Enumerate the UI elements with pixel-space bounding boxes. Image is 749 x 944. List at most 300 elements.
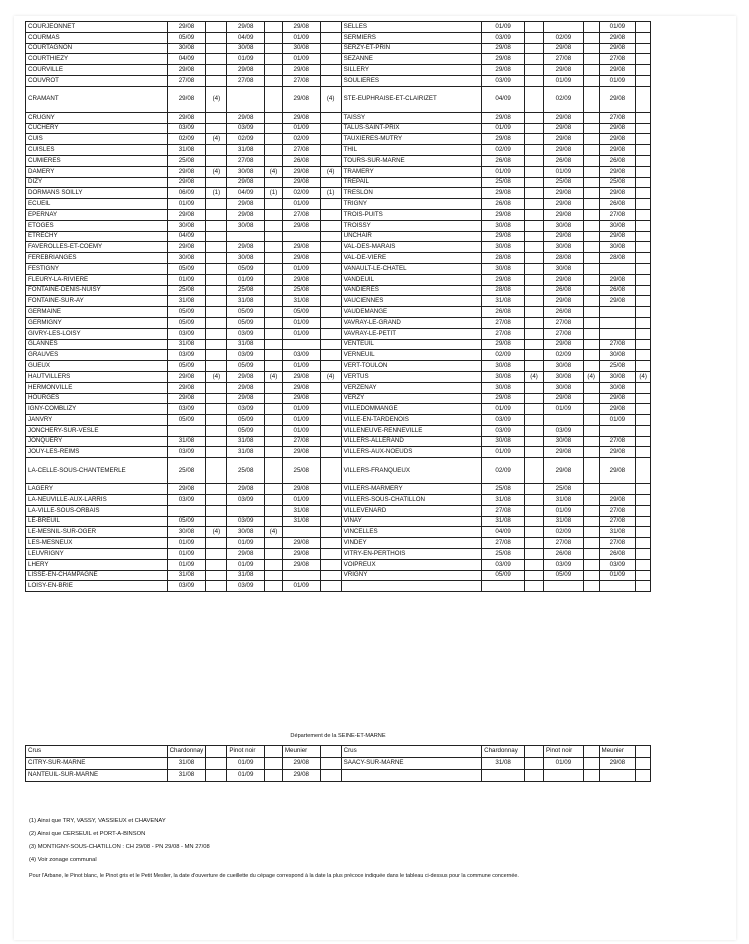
date-cell [525,770,544,782]
date-cell [320,339,341,350]
date-cell: 01/09 [482,123,525,134]
date-cell: 25/08 [167,458,206,484]
date-cell: 26/08 [543,285,583,296]
date-cell [206,317,227,328]
table-row [26,231,651,242]
date-cell: 29/08 [543,296,583,307]
date-cell [265,242,283,253]
table-row [26,527,651,538]
date-cell [320,484,341,495]
date-cell [265,86,283,112]
date-cell [206,274,227,285]
date-cell: 26/08 [599,285,636,296]
date-cell [206,177,227,188]
date-cell [525,123,544,134]
table-row [26,134,651,145]
date-cell [320,285,341,296]
date-cell [636,296,651,307]
date-cell: 25/08 [482,484,525,495]
date-cell [320,123,341,134]
column-header: Crus [341,746,482,758]
date-cell [206,328,227,339]
commune-cell: TRAMERY [341,166,482,177]
date-cell: 01/09 [599,75,636,86]
date-cell: 25/08 [599,361,636,372]
date-cell [636,134,651,145]
commune-cell: COURJEONNET [26,22,168,33]
table-row [26,123,651,134]
date-cell: 27/08 [543,317,583,328]
date-cell [227,86,265,112]
date-cell [265,317,283,328]
date-cell [599,484,636,495]
footnote: (2) Ainsi que CERSEUIL et PORT-A-BINSON [29,831,146,837]
date-cell: 29/08 [167,166,206,177]
date-cell [583,581,599,592]
date-cell: 31/08 [167,436,206,447]
date-cell: 29/08 [282,177,320,188]
table-row [26,770,651,782]
date-cell: 30/08 [543,382,583,393]
date-cell: 31/08 [482,296,525,307]
date-cell: 29/08 [282,447,320,458]
date-cell [320,75,341,86]
date-cell [320,32,341,43]
date-cell: 31/08 [167,758,206,770]
date-cell: 29/08 [482,274,525,285]
date-cell: 01/09 [482,404,525,415]
date-cell: 30/08 [482,220,525,231]
date-cell: 29/08 [167,393,206,404]
date-cell: 03/09 [482,559,525,570]
commune-cell: VILLERS-SOUS-CHATILLON [341,495,482,506]
date-cell [583,484,599,495]
date-cell [583,177,599,188]
date-cell [206,123,227,134]
date-cell: 05/09 [167,307,206,318]
date-cell [525,484,544,495]
date-cell: 01/09 [227,770,265,782]
date-cell [583,242,599,253]
table-row [26,328,651,339]
date-cell: 27/08 [282,436,320,447]
date-cell: 01/09 [543,505,583,516]
date-cell: 05/09 [227,361,265,372]
commune-cell: CUMIERES [26,155,168,166]
commune-cell: GRAUVES [26,350,168,361]
date-cell [636,361,651,372]
date-cell [525,436,544,447]
date-cell [320,263,341,274]
commune-cell: SOULIERES [341,75,482,86]
table-row [26,86,651,112]
date-cell: 25/08 [543,484,583,495]
date-cell [227,505,265,516]
date-cell: (4) [206,86,227,112]
date-cell: 29/08 [599,758,636,770]
date-cell: 29/08 [282,484,320,495]
date-cell [265,393,283,404]
date-cell: 30/08 [167,220,206,231]
date-cell: 25/08 [482,549,525,560]
date-cell: 31/08 [282,516,320,527]
date-cell [583,274,599,285]
date-cell [636,155,651,166]
date-cell [583,263,599,274]
date-cell: 02/09 [482,145,525,156]
table-row [26,415,651,426]
commune-cell: LEUVRIGNY [26,549,168,560]
date-cell: 01/09 [543,758,583,770]
commune-cell: DAMERY [26,166,168,177]
commune-cell: DIZY [26,177,168,188]
table-row [26,581,651,592]
date-cell [265,339,283,350]
commune-cell: STE-EUPHRAISE-ET-CLAIRIZET [341,86,482,112]
date-cell: 27/08 [599,209,636,220]
date-cell: 01/09 [282,495,320,506]
date-cell [636,231,651,242]
date-cell: 04/09 [482,527,525,538]
commune-cell: ETRECHY [26,231,168,242]
date-cell: 02/09 [167,134,206,145]
date-cell [320,43,341,54]
date-cell: 05/09 [227,425,265,436]
date-cell: 01/09 [227,758,265,770]
date-cell [583,538,599,549]
date-cell: 31/08 [599,527,636,538]
harvest-dates-table [25,21,651,592]
date-cell: 30/08 [599,242,636,253]
date-cell [636,177,651,188]
date-cell [636,350,651,361]
commune-cell: SILLERY [341,65,482,76]
date-cell [320,382,341,393]
table-row [26,505,651,516]
date-cell [265,54,283,65]
date-cell [636,495,651,506]
date-cell: 25/08 [227,458,265,484]
commune-cell: CUIS [26,134,168,145]
date-cell: 29/08 [543,231,583,242]
column-header [206,746,227,758]
date-cell [265,155,283,166]
date-cell [525,274,544,285]
date-cell: 29/08 [482,188,525,199]
date-cell: 30/08 [227,166,265,177]
date-cell [206,549,227,560]
commune-cell: TOURS-SUR-MARNE [341,155,482,166]
table-row [26,220,651,231]
commune-cell: VRIGNY [341,570,482,581]
date-cell [265,404,283,415]
date-cell [206,75,227,86]
date-cell [636,339,651,350]
date-cell: 29/08 [543,43,583,54]
date-cell [265,458,283,484]
date-cell [206,581,227,592]
date-cell: 31/08 [482,495,525,506]
date-cell: 29/08 [599,188,636,199]
commune-cell: VERTUS [341,371,482,382]
date-cell [206,458,227,484]
date-cell: 25/08 [543,177,583,188]
date-cell [525,350,544,361]
date-cell: 29/08 [543,339,583,350]
date-cell: 04/09 [227,32,265,43]
commune-cell: LHERY [26,559,168,570]
date-cell [583,549,599,560]
date-cell: 29/08 [227,65,265,76]
date-cell: (4) [265,527,283,538]
date-cell [320,559,341,570]
commune-cell: SAACY-SUR-MARNE [341,758,482,770]
date-cell: (4) [206,527,227,538]
column-header: Chardonnay [482,746,525,758]
date-cell: 26/08 [282,155,320,166]
date-cell: 29/08 [543,123,583,134]
date-cell: 28/08 [543,253,583,264]
date-cell: 29/08 [482,54,525,65]
date-cell [583,527,599,538]
date-cell: 05/09 [167,263,206,274]
date-cell: 29/08 [167,86,206,112]
date-cell [320,425,341,436]
commune-cell: LA-VILLE-SOUS-ORBAIS [26,505,168,516]
date-cell: 26/08 [482,307,525,318]
commune-cell: SERZY-ET-PRIN [341,43,482,54]
date-cell [583,209,599,220]
date-cell: 01/09 [227,559,265,570]
date-cell: 27/08 [599,505,636,516]
date-cell: (1) [320,188,341,199]
date-cell: 29/08 [599,32,636,43]
date-cell [206,559,227,570]
date-cell [583,758,599,770]
date-cell [525,328,544,339]
date-cell: 26/08 [482,155,525,166]
date-cell [636,404,651,415]
commune-cell: CRUGNY [26,112,168,123]
date-cell: 29/08 [167,177,206,188]
date-cell [265,350,283,361]
date-cell [167,425,206,436]
commune-cell: VITRY-EN-PERTHOIS [341,549,482,560]
commune-cell: VAL-DES-MARAIS [341,242,482,253]
date-cell: 29/08 [282,65,320,76]
date-cell: 03/09 [227,404,265,415]
closing-note: Pour l'Arbane, le Pinot blanc, le Pinot gris et le Petit Meslier, la date d'ouverture de cueillette du cépage correspond à la date la plus précoce indiquée dans le tableau ci-dessus pour la commune concernée. [29,873,519,879]
commune-cell: GIVRY-LES-LOISY [26,328,168,339]
date-cell: 02/09 [482,350,525,361]
column-header: Pinot noir [227,746,265,758]
commune-cell: FLEURY-LA-RIVIERE [26,274,168,285]
date-cell [583,505,599,516]
date-cell: 29/08 [482,393,525,404]
date-cell [320,274,341,285]
date-cell [320,177,341,188]
date-cell [265,231,283,242]
date-cell [525,581,544,592]
date-cell [636,317,651,328]
commune-cell: LA-CELLE-SOUS-CHANTEMERLE [26,458,168,484]
commune-cell: GERMIGNY [26,317,168,328]
date-cell: 29/08 [543,447,583,458]
date-cell [525,382,544,393]
date-cell: 31/08 [227,145,265,156]
commune-cell: CITRY-SUR-MARNE [26,758,168,770]
date-cell: 03/09 [227,581,265,592]
commune-cell: TAISSY [341,112,482,123]
date-cell [599,770,636,782]
date-cell [583,382,599,393]
date-cell [525,425,544,436]
date-cell: 31/08 [167,570,206,581]
date-cell: 01/09 [227,274,265,285]
date-cell [599,425,636,436]
date-cell: 03/09 [543,425,583,436]
table-row [26,350,651,361]
date-cell: 30/08 [599,382,636,393]
date-cell [282,231,320,242]
date-cell: 01/09 [282,404,320,415]
date-cell: 29/08 [599,495,636,506]
date-cell: 05/09 [227,307,265,318]
date-cell [320,758,341,770]
date-cell: 29/08 [599,43,636,54]
date-cell: 30/08 [543,371,583,382]
date-cell: 05/09 [167,32,206,43]
date-cell [583,404,599,415]
commune-cell: HERMONVILLE [26,382,168,393]
date-cell: (4) [320,371,341,382]
date-cell: 01/09 [227,54,265,65]
date-cell [320,220,341,231]
date-cell: 31/08 [543,516,583,527]
commune-cell: VINDEY [341,538,482,549]
date-cell [320,393,341,404]
date-cell [265,177,283,188]
date-cell [265,447,283,458]
date-cell [265,505,283,516]
date-cell: 31/08 [227,339,265,350]
date-cell: 30/08 [482,242,525,253]
date-cell [583,495,599,506]
date-cell: 29/08 [167,382,206,393]
date-cell [599,317,636,328]
date-cell: (1) [265,188,283,199]
date-cell [320,112,341,123]
commune-cell: IGNY-COMBLIZY [26,404,168,415]
date-cell [599,263,636,274]
date-cell: 27/08 [227,155,265,166]
date-cell [167,505,206,516]
date-cell: 29/08 [599,231,636,242]
date-cell [206,209,227,220]
date-cell: 31/08 [282,296,320,307]
date-cell: 29/08 [543,393,583,404]
date-cell: 30/08 [482,382,525,393]
date-cell [636,54,651,65]
date-cell [265,209,283,220]
date-cell: 27/08 [599,54,636,65]
date-cell: 30/08 [227,253,265,264]
date-cell: 26/08 [543,307,583,318]
commune-cell: GERMAINE [26,307,168,318]
date-cell: 29/08 [227,199,265,210]
table-row [26,296,651,307]
date-cell: 01/09 [282,415,320,426]
commune-cell: COURVILLE [26,65,168,76]
date-cell [525,32,544,43]
date-cell [265,145,283,156]
date-cell: (4) [265,166,283,177]
date-cell: 29/08 [167,484,206,495]
date-cell: 01/09 [282,361,320,372]
date-cell: 29/08 [599,86,636,112]
date-cell [206,361,227,372]
date-cell [265,549,283,560]
table-row [26,54,651,65]
commune-cell: UNCHAIR [341,231,482,242]
date-cell: 27/08 [482,505,525,516]
date-cell: 30/08 [227,527,265,538]
date-cell [636,263,651,274]
commune-cell: VILLERS-MARMERY [341,484,482,495]
date-cell: 29/08 [482,112,525,123]
table-row [26,404,651,415]
table-row [26,155,651,166]
date-cell [320,361,341,372]
date-cell: 03/09 [167,328,206,339]
date-cell: 04/09 [227,188,265,199]
footnote: (3) MONTIGNY-SOUS-CHATILLON : CH 29/08 - PN 29/08 - MN 27/08 [29,844,210,850]
commune-cell: ECUEIL [26,199,168,210]
date-cell: 02/09 [227,134,265,145]
date-cell: 03/09 [167,447,206,458]
date-cell: 29/08 [227,371,265,382]
date-cell [543,581,583,592]
date-cell: 03/09 [227,350,265,361]
date-cell [265,285,283,296]
table-row [26,538,651,549]
date-cell [206,145,227,156]
date-cell [320,231,341,242]
table-row [26,209,651,220]
date-cell: (4) [525,371,544,382]
date-cell: 29/08 [167,242,206,253]
date-cell: 29/08 [282,382,320,393]
date-cell: 29/08 [599,166,636,177]
date-cell [265,559,283,570]
date-cell [525,75,544,86]
date-cell [265,22,283,33]
date-cell: 26/08 [543,549,583,560]
date-cell: 01/09 [599,22,636,33]
date-cell: 29/08 [227,112,265,123]
date-cell [636,758,651,770]
date-cell: 27/08 [282,209,320,220]
date-cell [206,505,227,516]
date-cell [636,220,651,231]
date-cell [583,155,599,166]
table-row [26,549,651,560]
table-row [26,382,651,393]
date-cell: 01/09 [599,570,636,581]
date-cell: 30/08 [167,43,206,54]
date-cell: 05/09 [543,570,583,581]
date-cell: 25/08 [482,177,525,188]
